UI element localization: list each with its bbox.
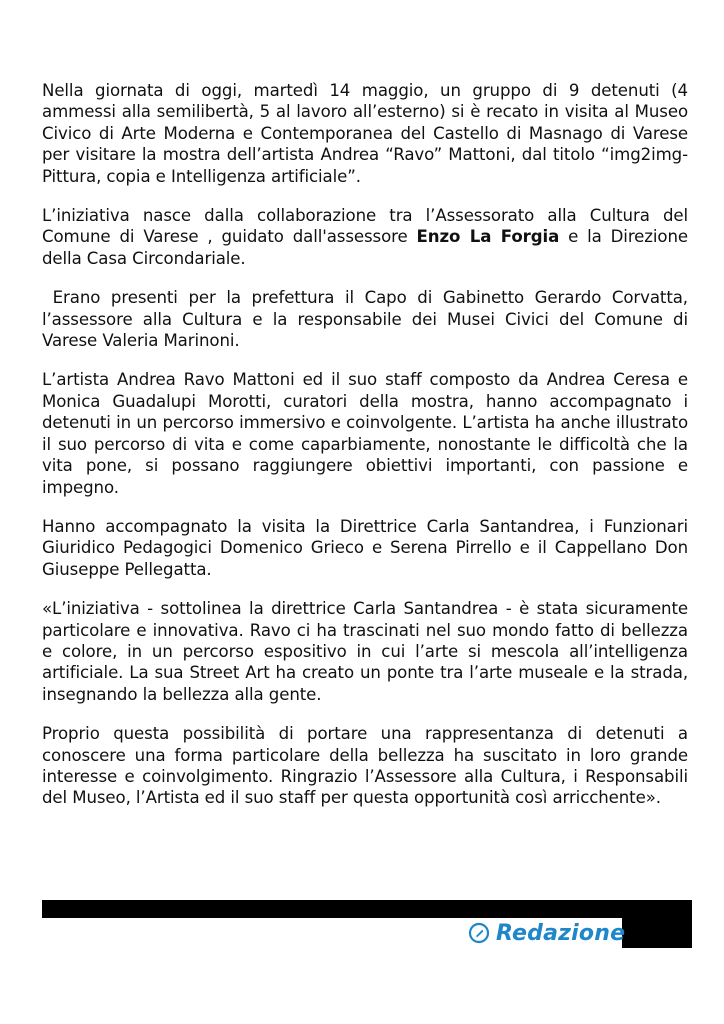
paragraph-initiative-text-2: e la Direzione della Casa Circondariale.	[42, 227, 688, 268]
footer-brand-label: Redazione	[496, 920, 626, 946]
compass-pen-icon	[468, 922, 490, 944]
paragraph-initiative	[42, 205, 688, 269]
footer-brand[interactable]	[468, 919, 625, 947]
paragraph-initiative-text-1: L’iniziativa nasce dalla collaborazione tra l’Assessorato alla Cultura del Comune di Varese , guidato dall'assessore	[42, 206, 688, 247]
article-body	[42, 80, 694, 827]
paragraph-artist: L’artista Andrea Ravo Mattoni ed il suo staff composto da Andrea Ceresa e Monica Guadalupi Morotti, curatori della mostra, hanno accompagnato i detenuti in un percorso immersivo e coinvolgente. L’artista ha anche illustrato il suo percorso di vita e come caparbiamente, nonostante le difficoltà che la vita pone, si possano raggiungere obiettivi importanti, con passione e impegno.	[42, 370, 688, 497]
assessore-name: Enzo La Forgia	[416, 227, 560, 247]
paragraph-thanks: Proprio questa possibilità di portare una rappresentanza di detenuti a conoscere una forma particolare della bellezza ha suscitato in loro grande interesse e coinvolgimento. Ringrazio l’Assessore alla Cultura, i Responsabili del Museo, l’Artista ed il suo staff per questa opportunità così arricchente».	[42, 724, 688, 808]
paragraph-visit: Nella giornata di oggi, martedì 14 maggio, un gruppo di 9 detenuti (4 ammessi alla semilibertà, 5 al lavoro all’esterno) si è recato in visita al Museo Civico di Arte Moderna e Contemporanea del Castello di Masnago di Varese per visitare la mostra dell’artista Andrea “Ravo” Mattoni, dal titolo “img2img- Pittura, copia e Intelligenza artificiale”.	[42, 81, 688, 186]
footer-block	[622, 918, 692, 948]
footer-bar	[42, 900, 692, 918]
paragraph-escort: Hanno accompagnato la visita la Direttrice Carla Santandrea, i Funzionari Giuridico Pedagogici Domenico Grieco e Serena Pirrello e il Cappellano Don Giuseppe Pellegatta.	[42, 516, 688, 579]
paragraph-quote: «L’iniziativa - sottolinea la direttrice Carla Santandrea - è stata sicuramente particolare e innovativa. Ravo ci ha trascinati nel suo mondo fatto di bellezza e colore, in un percorso espositivo in cui l’arte si mescola all’intelligenza artificiale. La sua Street Art ha creato un ponte tra l’arte museale e la strada, insegnando la bellezza alla gente.	[42, 599, 688, 704]
paragraph-attendees: Erano presenti per la prefettura il Capo di Gabinetto Gerardo Corvatta, l’assessore alla Cultura e la responsabile dei Musei Civici del Comune di Varese Valeria Marinoni.	[42, 288, 694, 351]
